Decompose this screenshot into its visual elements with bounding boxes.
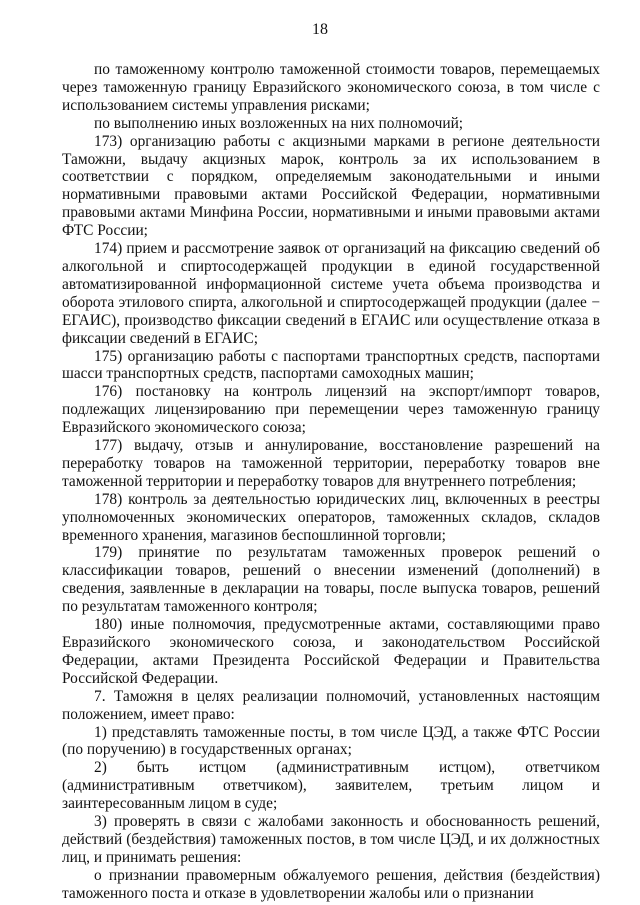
paragraph: 180) иные полномочия, предусмотренные актами, составляющими право Евразийского экономического союза, и законодательством Российской Федерации, актами Президента Российской Федерации и Правительства Российской Федерации. xyxy=(62,616,600,687)
paragraph: 173) организацию работы с акцизными марками в регионе деятельности Таможни, выдачу акцизных марок, контроль за их использованием в соответствии с порядком, определяемым законодательными и иными нормативными правовыми актами Российской Федерации, нормативными правовыми актами Минфина России, нормативными и иными правовыми актами ФТС России; xyxy=(62,132,600,240)
paragraph: 176) постановку на контроль лицензий на экспорт/импорт товаров, подлежащих лицензированию при перемещении через таможенную границу Евразийского экономического союза; xyxy=(62,383,600,437)
paragraph: 178) контроль за деятельностью юридических лиц, включенных в реестры уполномоченных экономических операторов, таможенных складов, складов временного хранения, магазинов беспошлинной торговли; xyxy=(62,490,600,544)
document-body xyxy=(62,61,600,903)
paragraph: о признании правомерным обжалуемого решения, действия (бездействия) таможенного поста и отказе в удовлетворении жалобы или о признании xyxy=(62,866,600,902)
paragraph: 177) выдачу, отзыв и аннулирование, восстановление разрешений на переработку товаров на таможенной территории, переработку товаров вне таможенной территории и переработку товаров для внутреннего потребления; xyxy=(62,437,600,490)
paragraph: по таможенному контролю таможенной стоимости товаров, перемещаемых через таможенную границу Евразийского экономического союза, в том числе с использованием системы управления рисками; xyxy=(62,61,600,114)
paragraph: 179) принятие по результатам таможенных проверок решений о классификации товаров, решений о внесении изменений (дополнений) в сведения, заявленные в декларации на товары, после выпуска товаров, решений по результатам таможенного контроля; xyxy=(62,544,600,616)
paragraph: 175) организацию работы с паспортами транспортных средств, паспортами шасси транспортных средств, паспортами самоходных машин; xyxy=(62,347,600,383)
paragraph: 3) проверять в связи с жалобами законность и обоснованность решений, действий (бездействия) таможенных постов, в том числе ЦЭД, и их должностных лиц, и принимать решения: xyxy=(62,813,600,866)
paragraph: 2) быть истцом (административным истцом), ответчиком (административным ответчиком), заявителем, третьим лицом и заинтересованным лицом в суде; xyxy=(62,759,600,813)
paragraph: 7. Таможня в целях реализации полномочий, установленных настоящим положением, имеет право: xyxy=(62,687,600,723)
paragraph: по выполнению иных возложенных на них полномочий; xyxy=(94,114,464,132)
paragraph: 174) прием и рассмотрение заявок от организаций на фиксацию сведений об алкогольной и спиртосодержащей продукции в единой государственной автоматизированной информационной системе учета объема производства и оборота этилового спирта, алкогольной и спиртосодержащей продукции (далее − ЕГАИС), производство фиксации сведений в ЕГАИС или осуществление отказа в фиксации сведений в ЕГАИС; xyxy=(62,240,600,347)
paragraph: 1) представлять таможенные посты, в том числе ЦЭД, а также ФТС России (по поручению) в государственных органах; xyxy=(62,723,600,759)
page-number: 18 xyxy=(312,21,328,38)
